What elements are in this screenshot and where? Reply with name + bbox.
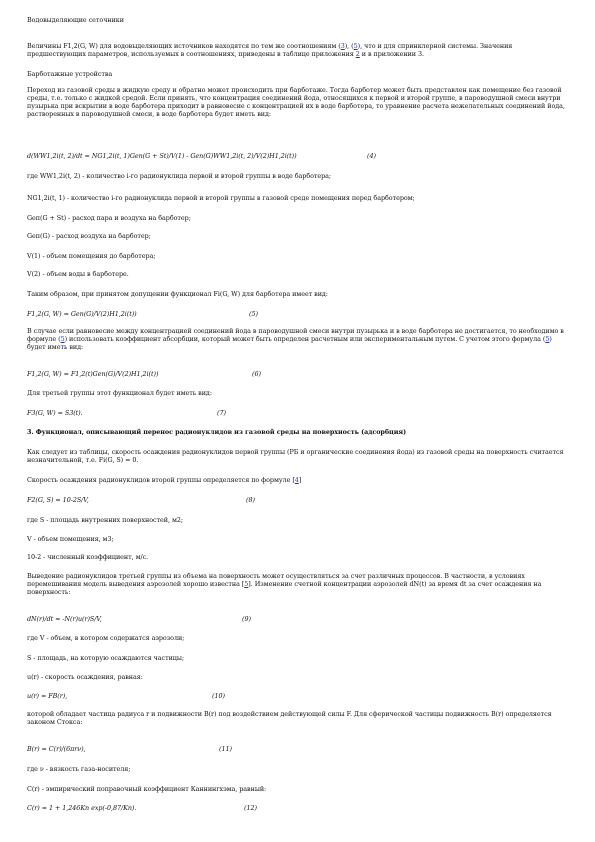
paragraph: Таким образом, при принятом допущении функционал Fi(G, W) для барботера имеет вид: xyxy=(27,290,328,298)
definition: 10-2 - численный коэффициент, м/с. xyxy=(27,553,149,561)
text: Скорость осаждения радионуклидов второй группы определяется по формуле [ xyxy=(27,476,295,484)
paragraph-table: Как следует из таблицы, скорость осаждения радионуклидов первой группы (РБ и органические соединения йода) из газовой среды на поверхность считается незначительной, т.е. Fi(G, S) = 0. xyxy=(27,448,564,464)
equation-number: (4) xyxy=(367,152,376,160)
link-ref-5[interactable]: 5 xyxy=(545,335,550,343)
link-ref-3[interactable]: 3 xyxy=(340,42,345,50)
text: Выведение радионуклидов третьей группы из объема на поверхность может осуществляться за счет различных процессов. В частности, в условиях перемешивания модель выведения аэрозолей хорошо известна [ xyxy=(27,572,525,588)
definition: где ν - вязкость газа-носителя; xyxy=(27,765,131,773)
section-heading-water-sources: Водовыделяющие сеточники xyxy=(27,16,124,24)
definition: u(r) - скорость осаждения, равная: xyxy=(27,673,143,681)
paragraph-intro xyxy=(27,42,569,58)
text: Величины F1,2(G, W) для водовыделяющих источников находятся по тем же соотношениям ( xyxy=(27,42,341,50)
definition: Geп(G + St) - расход пара и воздуха на барботер; xyxy=(27,214,191,222)
equation-number: (10) xyxy=(212,692,225,700)
equation-12 xyxy=(27,804,569,812)
equation-6 xyxy=(27,370,569,378)
paragraph-aerosol xyxy=(27,572,569,596)
text: ), что и для спринклерной системы. Значения предшествующих параметров, используемых в соотношениях, приведены в таблице приложения xyxy=(27,42,513,58)
equation-text: u(r) = FB(r), xyxy=(27,692,68,700)
text: ) будет иметь вид: xyxy=(27,335,552,351)
equation-number: (11) xyxy=(219,745,232,753)
definition: где WW1,2i(t, 2) - количество i-го радионуклида первой и второй группы в воде барботера; xyxy=(27,172,332,180)
equation-11 xyxy=(27,745,569,753)
definition: V(2) - объем воды в барботере. xyxy=(27,270,129,278)
equation-text: F1,2(G, W) = F1,2(t)Geп(G)/V(2)H1,2i(t)) xyxy=(27,370,159,378)
equation-number: (6) xyxy=(252,370,261,378)
paragraph-case xyxy=(27,327,569,351)
equation-text: dN(r)/dt = -N(r)u(r)S/V, xyxy=(27,615,102,623)
text: и в приложении 3. xyxy=(359,50,424,58)
equation-5 xyxy=(27,310,569,318)
equation-number: (12) xyxy=(244,804,257,812)
paragraph-particle: которой обладает частица радиуса r и подвижности B(r) под воздействием действующей силы F. Для сферической частицы подвижность B(r) определяется законом Стокса: xyxy=(27,710,552,726)
equation-number: (5) xyxy=(249,310,258,318)
equation-number: (8) xyxy=(246,496,255,504)
link-appendix-2[interactable]: 2 xyxy=(355,50,360,58)
equation-8 xyxy=(27,496,569,504)
definition: V(1) - объем помещения до барботера; xyxy=(27,252,156,260)
paragraph-speed xyxy=(27,476,569,484)
link-ref-5[interactable]: 5 xyxy=(353,42,358,50)
text: ), ( xyxy=(344,42,354,50)
definition: S - площадь, на которую осаждаются частицы; xyxy=(27,654,184,662)
definition: где S - площадь внутренних поверхностей, м2; xyxy=(27,516,183,524)
equation-9 xyxy=(27,615,569,623)
equation-text: C(r) = 1 + 1,246Kn exp(-0,87/Kn). xyxy=(27,804,137,812)
paragraph: Для третьей группы этот функционал будет иметь вид: xyxy=(27,389,212,397)
equation-4 xyxy=(27,152,569,160)
equation-text: F2(G, S) = 10-2S/V, xyxy=(27,496,89,504)
equation-7 xyxy=(27,409,569,417)
definition: Geп(G) - расход воздуха на барботер; xyxy=(27,232,151,240)
definition: где V - объем, в котором содержатся аэрозоли; xyxy=(27,634,185,642)
section-heading-3: 3. Функционал, описывающий перенос радионуклидов из газовой среды на поверхность (адсорбция) xyxy=(27,428,407,436)
text: ) использовать коэффициент абсорбции, который может быть определен расчетным или экспериментальным путем. С учетом этого формула ( xyxy=(64,335,546,343)
link-ref-4[interactable]: 4 xyxy=(294,476,299,484)
definition: V - объем помещения, м3; xyxy=(27,535,114,543)
equation-text: F3(G, W) = S3(t). xyxy=(27,409,83,417)
paragraph-bubbler: Переход из газовой среды в жидкую среду и обратно может происходить при барботаже. Тогда барботер может быть представлен как помещение без газовой среды, т.е. только с жидкой средой. Если принять, что концентрация соединений йода, относящихся к первой и второй группе, в пароводушной смеси внутри пузырька при вскрытии в воде барботера приходит в равновесие с концентрацией их в воде барботера, то уравнение расчета нежелательных соединений йода, растворенных в пароводушной смеси, в воде барботера будет иметь вид: xyxy=(27,86,565,118)
definition: C(r) - эмпирический поправочный коэффициент Каннингхэма, равный: xyxy=(27,785,267,793)
equation-number: (7) xyxy=(217,409,226,417)
equation-number: (9) xyxy=(242,615,251,623)
equation-text: B(r) = C(r)/(6πrν), xyxy=(27,745,86,753)
equation-10 xyxy=(27,692,569,700)
text: В случае если равновесие между концентрацией соединений йода в пароводушной смеси внутри пузырька и в воде барботера не достигается, то необходимо в формуле ( xyxy=(27,327,564,343)
text: ]. Изменение счетной концентрации аэрозолей dN(t) за время dt за счет осаждения на поверхность: xyxy=(27,580,542,596)
text: ] xyxy=(298,476,302,484)
section-heading-bubbler: Барботажные устройства xyxy=(27,70,113,78)
equation-text: F1,2(G, W) = Geп(G)/V(2)H1,2i(t)) xyxy=(27,310,137,318)
definition: NG1,2i(t, 1) - количество i-го радионуклида первой и второй группы в газовой среде помещения перед барботером; xyxy=(27,194,415,202)
equation-text: d(WW1,2i(t, 2)/dt = NG1,2i(t, 1)Geп(G + St)/V(1) - Geп(G)WW1,2i(t, 2)/V(2)H1,2i(t)) xyxy=(27,152,297,160)
link-ref-5[interactable]: 5 xyxy=(60,335,65,343)
link-ref-5[interactable]: 5 xyxy=(244,580,249,588)
